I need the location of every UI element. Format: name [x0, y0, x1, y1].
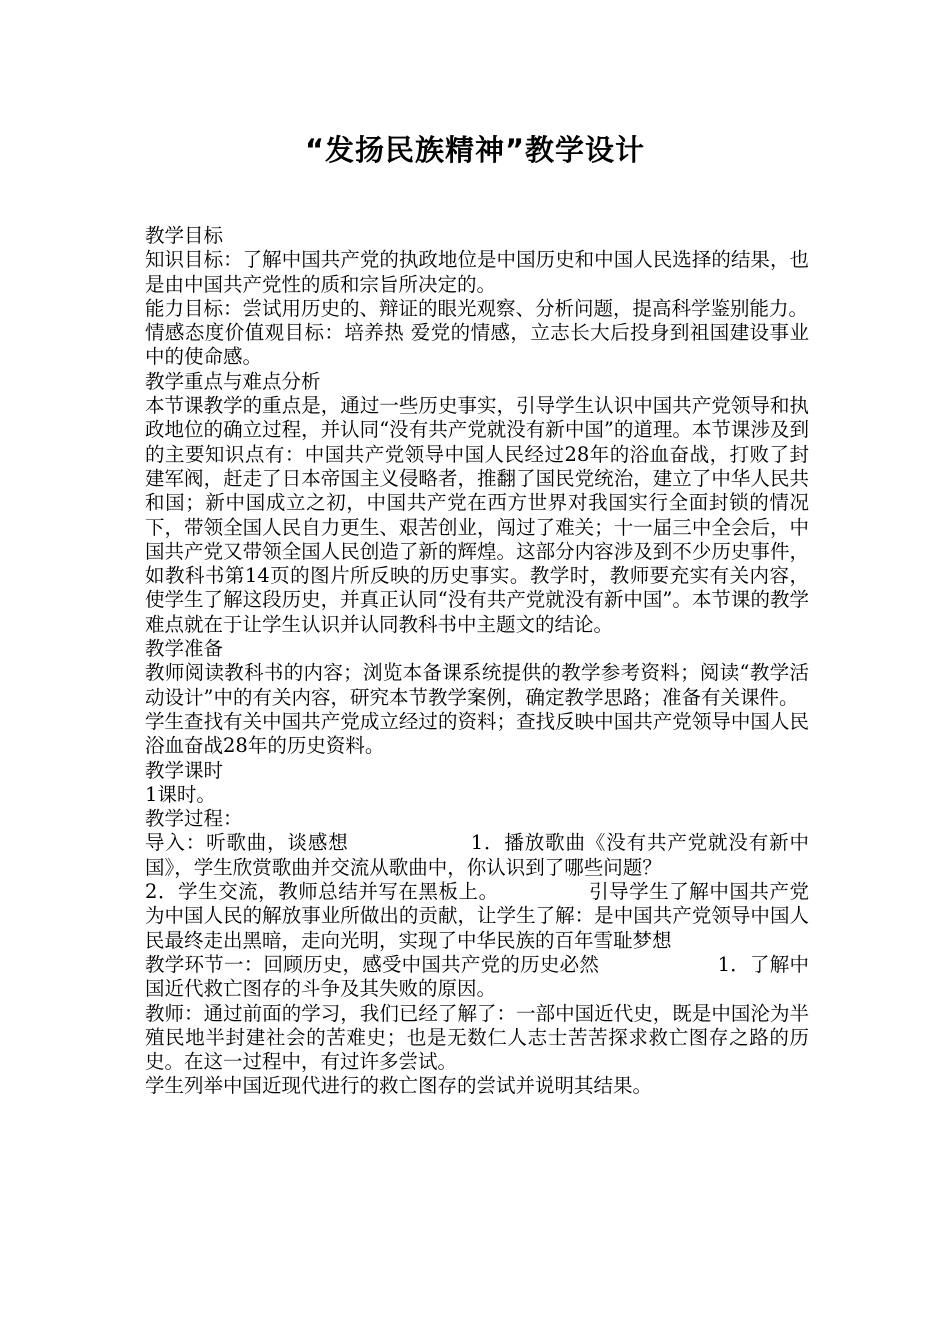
- heading-class-hours: 教学课时: [145, 758, 224, 782]
- heading-teaching-process: 教学过程：: [145, 807, 243, 831]
- paragraph-teacher-preparation: 教师阅读教科书的内容；浏览本备课系统提供的教学参考资料；阅读“教学活动设计”中的有关内容，研究本节教学案例，确定教学思路；准备有关课件。: [145, 661, 809, 709]
- paragraph-key-points: 本节课教学的重点是，通过一些历史事实，引导学生认识中国共产党领导和执政地位的确立过程，并认同“没有共产党就没有新中国”的道理。本节课涉及到的主要知识点有：中国共产党领导中国人民经过28年的浴血奋战，打败了封建军阀，赶走了日本帝国主义侵略者，推翻了国民党统治，建立了中华人民共和国；新中国成立之初，中国共产党在西方世界对我国实行全面封锁的情况下，带领全国人民自力更生、艰苦创业，闯过了难关；十一届三中全会后，中国共产党又带领全国人民创造了新的辉煌。这部分内容涉及到不少历史事件，如教科书第14页的图片所反映的历史事实。教学时，教师要充实有关内容，使学生了解这段历史，并真正认同“没有共产党就没有新中国”。本节课的教学难点就在于让学生认识并认同教科书中主题文的结论。: [145, 394, 809, 636]
- heading-teaching-goals: 教学目标: [145, 224, 224, 247]
- document-title: “发扬民族精神”教学设计: [304, 133, 646, 167]
- heading-preparation: 教学准备: [145, 637, 224, 661]
- paragraph-ability-goal: 能力目标：尝试用历史的、辩证的眼光观察、分析问题，提高科学鉴别能力。: [145, 296, 809, 320]
- paragraph-section-one: 教学环节一：回顾历史，感受中国共产党的历史必然 1．了解中国近代救亡图存的斗争及其失败的原因。: [145, 952, 809, 1001]
- heading-key-points: 教学重点与难点分析: [145, 369, 321, 393]
- paragraph-class-hours: 1课时。: [145, 782, 216, 806]
- paragraph-student-preparation: 学生查找有关中国共产党成立经过的资料；查找反映中国共产党领导中国人民浴血奋战28年的历史资料。: [145, 709, 809, 758]
- paragraph-student-list: 学生列举中国近现代进行的救亡图存的尝试并说明其结果。: [145, 1074, 653, 1098]
- paragraph-introduction: 导入：听歌曲，谈感想 1．播放歌曲《没有共产党就没有新中国》，学生欣赏歌曲并交流从歌曲中，你认识到了哪些问题？: [145, 831, 809, 879]
- document-body: [145, 224, 809, 1099]
- paragraph-emotion-goal: 情感态度价值观目标：培养热 爱党的情感，立志长大后投身到祖国建设事业中的使命感。: [145, 321, 809, 369]
- paragraph-teacher-remarks: 教师：通过前面的学习，我们已经了解了：一部中国近代史，既是中国沦为半殖民地半封建社会的苦难史；也是无数仁人志士苦苦探求救亡图存之路的历史。在这一过程中，有过许多尝试。: [145, 1001, 809, 1074]
- paragraph-student-exchange: 2．学生交流，教师总结并写在黑板上。 引导学生了解中国共产党为中国人民的解放事业所做出的贡献，让学生了解：是中国共产党领导中国人民最终走出黑暗，走向光明，实现了中华民族的百年雪耻梦想: [145, 880, 809, 952]
- paragraph-knowledge-goal: 知识目标：了解中国共产党的执政地位是中国历史和中国人民选择的结果，也是由中国共产党性的质和宗旨所决定的。: [145, 248, 809, 296]
